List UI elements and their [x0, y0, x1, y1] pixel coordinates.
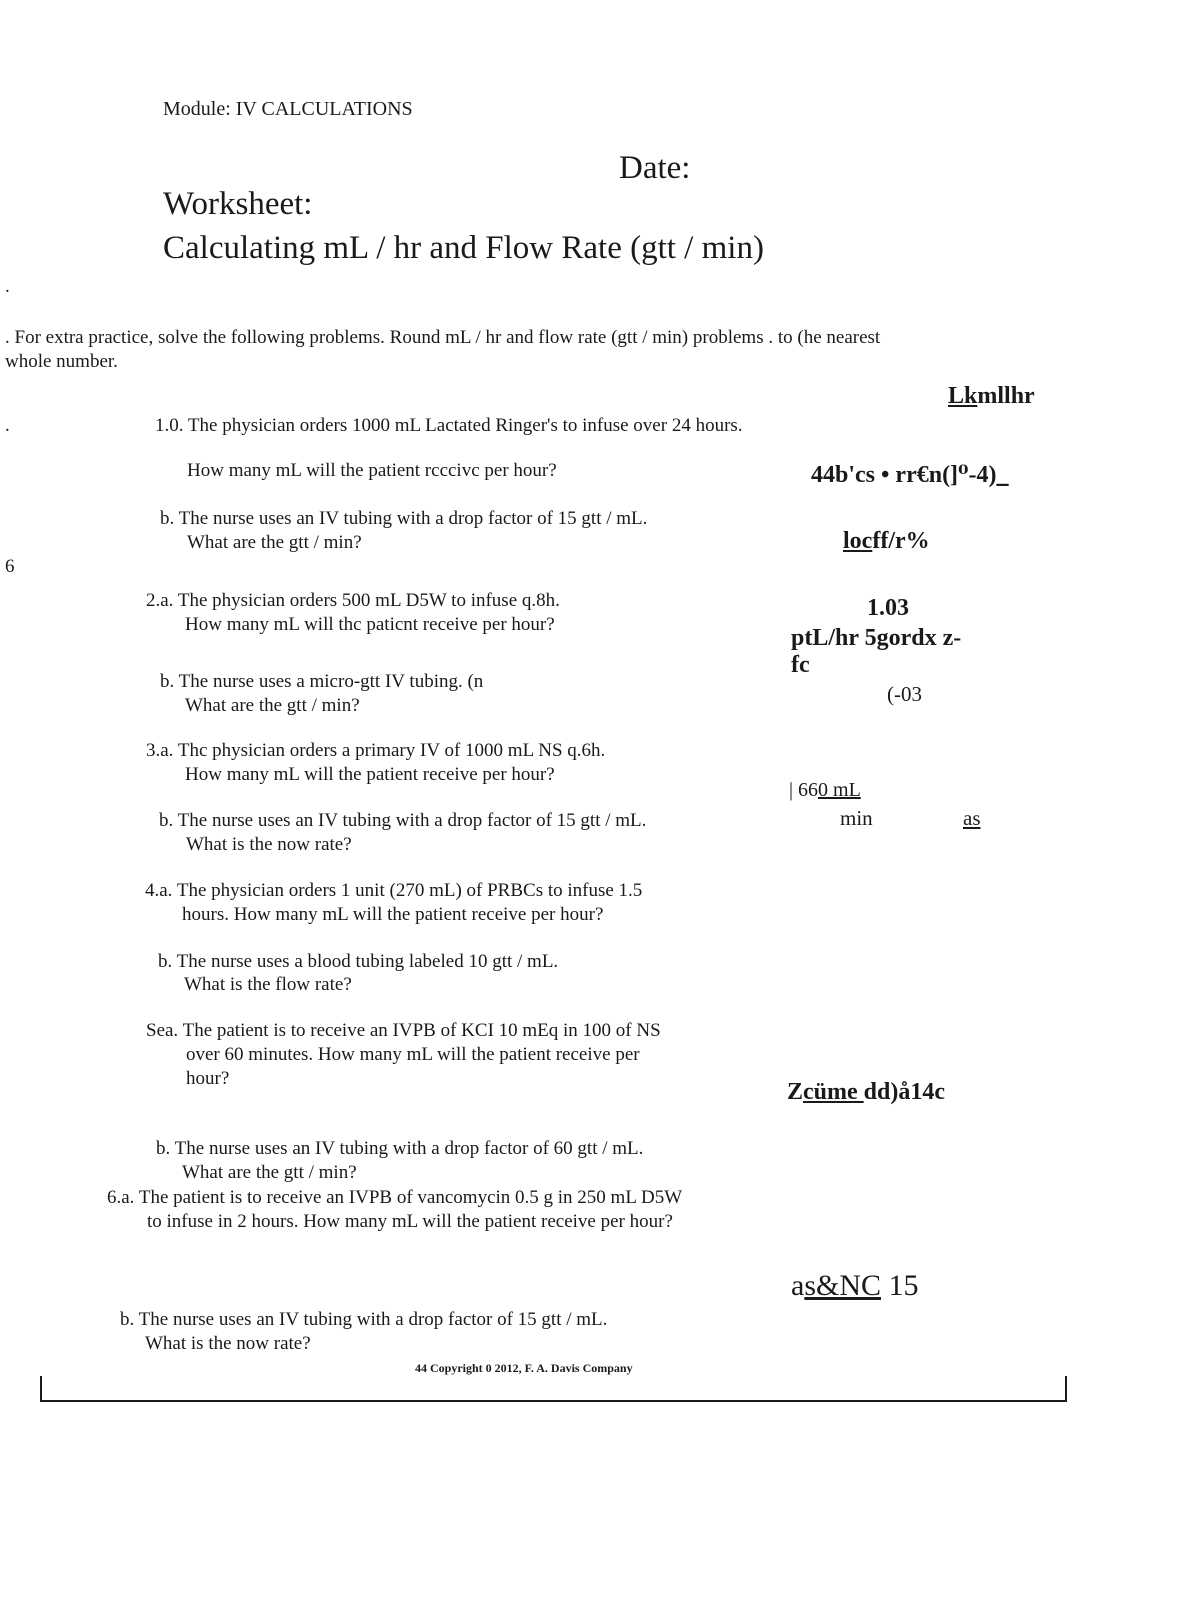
problem-2a-line-2: How many mL will thc paticnt receive per hour? — [185, 614, 555, 635]
bottom-border-line — [40, 1400, 1067, 1402]
problem-1b-line-1: b. The nurse uses an IV tubing with a drop factor of 15 gtt / mL. — [160, 508, 648, 529]
problem-5b-line-2: What are the gtt / min? — [182, 1162, 357, 1183]
problem-5a-line-2: over 60 minutes. How many mL will the patient receive per — [186, 1044, 640, 1065]
handwritten-answer-3a: | 660 mL — [789, 779, 861, 801]
worksheet-label: Worksheet: — [163, 186, 313, 222]
handwritten-answer-2a-cont: ptL/hr 5gordx z- — [791, 625, 962, 651]
problem-3a-line-2: How many mL will the patient receive per hour? — [185, 764, 555, 785]
handwritten-answer-6a: as&NC 15 — [791, 1269, 919, 1302]
problem-4a-line-1: 4.a. The physician orders 1 unit (270 mL) of PRBCs to infuse 1.5 — [145, 880, 643, 901]
handwritten-answer-2a: 1.03 — [867, 595, 909, 621]
problem-6b-line-2: What is the now rate? — [145, 1333, 311, 1354]
problem-5a-line-3: hour? — [186, 1068, 230, 1089]
handwritten-answer-1b: locff/r% — [843, 528, 930, 554]
problem-5a-line-1: Sea. The patient is to receive an IVPB of KCI 10 mEq in 100 of NS — [146, 1020, 661, 1041]
problem-1a-line-1: 1.0. The physician orders 1000 mL Lactated Ringer's to infuse over 24 hours. — [155, 415, 743, 436]
handwritten-answer-1a: 44b'cs • rr€n(]⁰-4)_ — [811, 462, 1009, 488]
problem-6a-line-1: 6.a. The patient is to receive an IVPB of vancomycin 0.5 g in 250 mL D5W — [107, 1187, 683, 1208]
handwritten-answer-3b: min — [840, 806, 873, 830]
handwritten-answer-2b: (-03 — [887, 682, 922, 706]
problem-5b-line-1: b. The nurse uses an IV tubing with a drop factor of 60 gtt / mL. — [156, 1138, 644, 1159]
margin-dot: . — [5, 415, 10, 436]
problem-2a-line-1: 2.a. The physician orders 500 mL D5W to infuse q.8h. — [146, 590, 560, 611]
answer-unit-heading: Lkmllhr — [948, 383, 1035, 409]
date-label: Date: — [619, 150, 691, 186]
problem-3a-line-1: 3.a. Thc physician orders a primary IV of 1000 mL NS q.6h. — [146, 740, 606, 761]
instructions-line-2: whole number. — [5, 351, 118, 372]
problem-1b-line-2: What are the gtt / min? — [187, 532, 362, 553]
handwritten-answer-5a: Zcüme dd)å14c — [787, 1079, 946, 1105]
problem-4b-line-2: What is the flow rate? — [184, 974, 352, 995]
margin-number: 6 — [5, 556, 15, 577]
problem-3b-line-1: b. The nurse uses an IV tubing with a drop factor of 15 gtt / mL. — [159, 810, 647, 831]
problem-4b-line-1: b. The nurse uses a blood tubing labeled 10 gtt / mL. — [158, 951, 559, 972]
bottom-border-left-tick — [40, 1376, 42, 1402]
module-title: Module: IV CALCULATIONS — [163, 98, 413, 120]
handwritten-answer-3b-2: as — [963, 806, 981, 830]
instructions-line-1: . For extra practice, solve the following problems. Round mL / hr and flow rate (gtt / min) problems . to (he nearest — [5, 327, 881, 348]
problem-4a-line-2: hours. How many mL will the patient receive per hour? — [182, 904, 604, 925]
problem-6b-line-1: b. The nurse uses an IV tubing with a drop factor of 15 gtt / mL. — [120, 1309, 608, 1330]
bottom-border-right-tick — [1065, 1376, 1067, 1402]
problem-3b-line-2: What is the now rate? — [186, 834, 352, 855]
handwritten-answer-2a-cont-2: fc — [791, 652, 810, 678]
problem-2b-line-2: What are the gtt / min? — [185, 695, 360, 716]
problem-1a-line-2: How many mL will the patient rcccivc per hour? — [187, 460, 557, 481]
problem-2b-line-1: b. The nurse uses a micro-gtt IV tubing. (n — [160, 671, 484, 692]
worksheet-subtitle: Calculating mL / hr and Flow Rate (gtt / min) — [163, 230, 764, 266]
copyright-notice: 44 Copyright 0 2012, F. A. Davis Company — [415, 1361, 633, 1375]
margin-dot: . — [5, 276, 10, 297]
problem-6a-line-2: to infuse in 2 hours. How many mL will the patient receive per hour? — [147, 1211, 673, 1232]
